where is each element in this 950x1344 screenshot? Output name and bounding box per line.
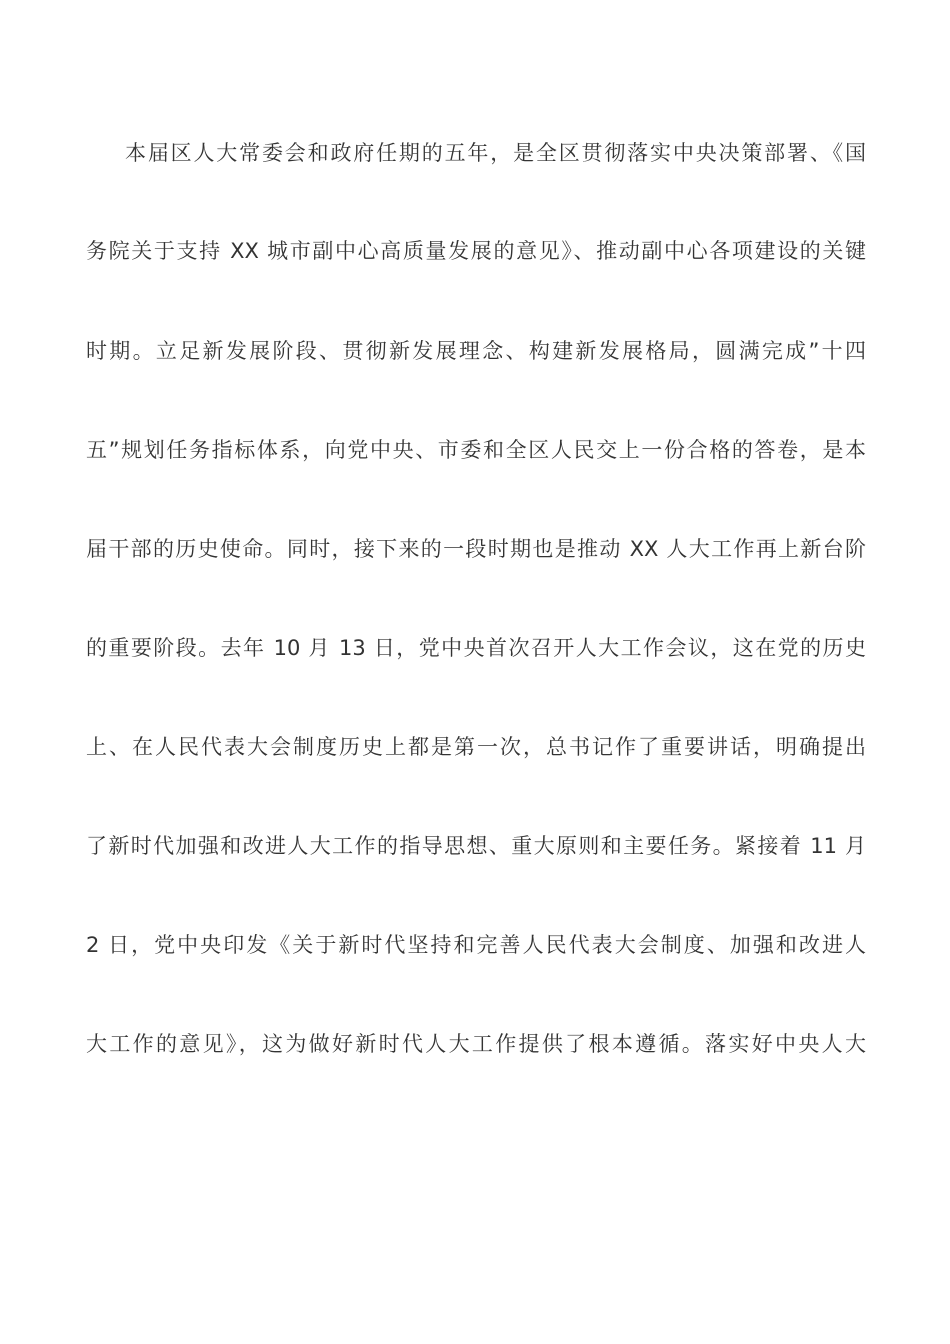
- paragraph-line-4: 五”规划任务指标体系，向党中央、市委和全区人民交上一份合格的答卷，是本: [86, 438, 866, 462]
- paragraph-line-8: 了新时代加强和改进人大工作的指导思想、重大原则和主要任务。紧接着 11 月: [86, 834, 866, 858]
- paragraph-line-9: 2 日，党中央印发《关于新时代坚持和完善人民代表大会制度、加强和改进人: [86, 933, 866, 957]
- paragraph-line-5: 届干部的历史使命。同时，接下来的一段时期也是推动 XX 人大工作再上新台阶: [86, 537, 866, 561]
- paragraph-line-10: 大工作的意见》，这为做好新时代人大工作提供了根本遵循。落实好中央人大: [86, 1032, 866, 1056]
- paragraph-line-3: 时期。立足新发展阶段、贯彻新发展理念、构建新发展格局，圆满完成”十四: [86, 339, 866, 363]
- paragraph-line-6: 的重要阶段。去年 10 月 13 日，党中央首次召开人大工作会议，这在党的历史: [86, 636, 866, 660]
- paragraph-line-7: 上、在人民代表大会制度历史上都是第一次，总书记作了重要讲话，明确提出: [86, 735, 866, 759]
- paragraph-line-2: 务院关于支持 XX 城市副中心高质量发展的意见》、推动副中心各项建设的关键: [86, 239, 866, 263]
- paragraph-line-1: 本届区人大常委会和政府任期的五年，是全区贯彻落实中央决策部署、《国: [125, 141, 866, 165]
